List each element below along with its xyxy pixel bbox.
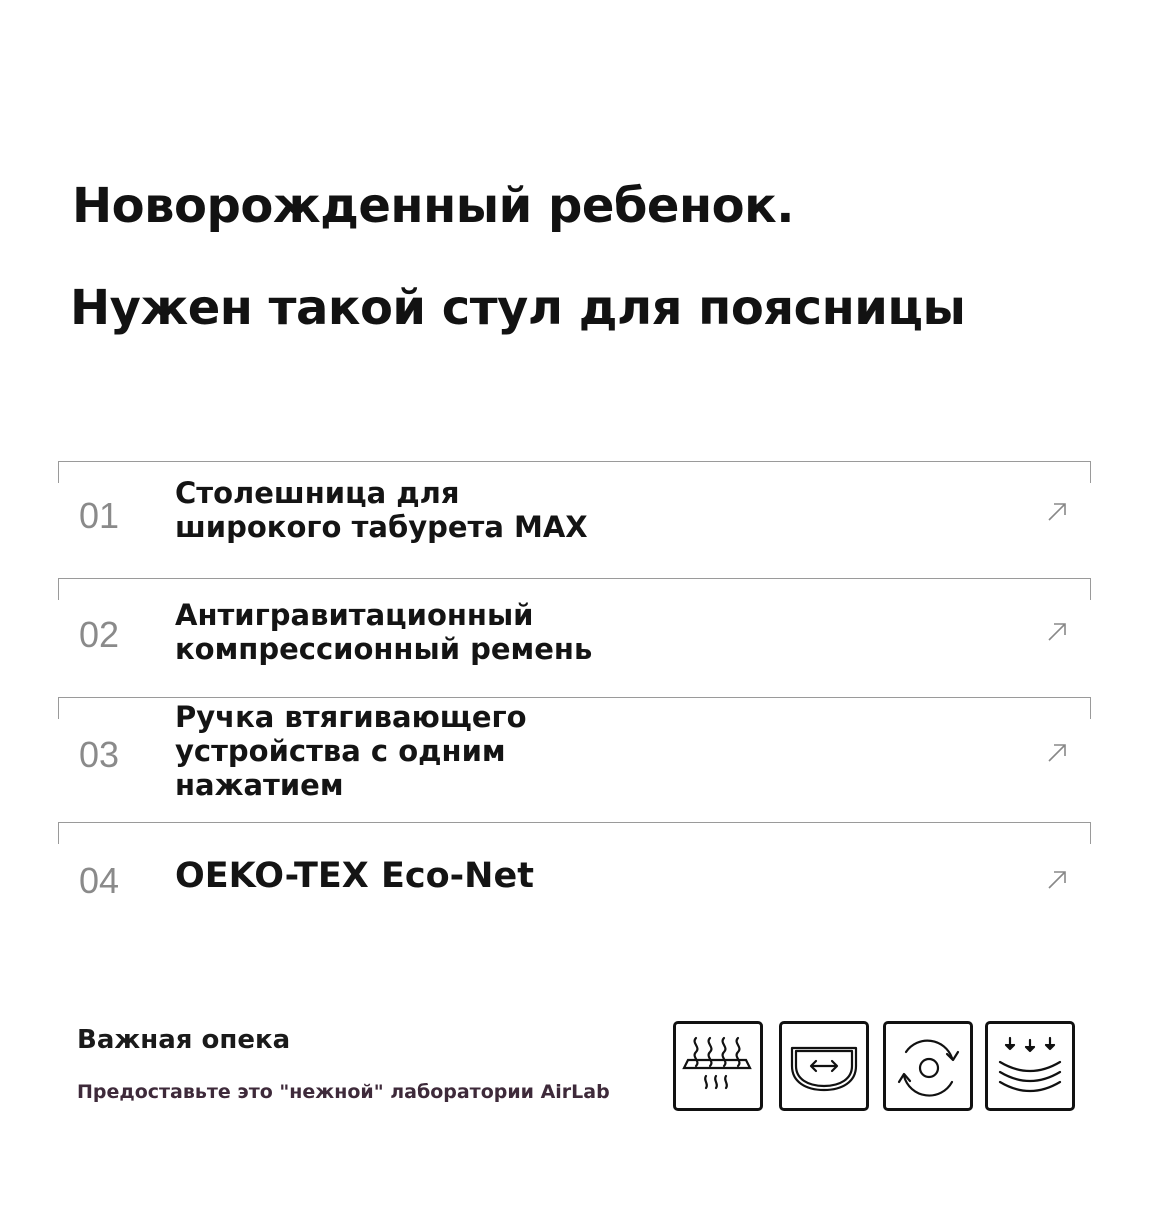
headline-line-1: Новорожденный ребенок. [72,178,794,234]
feature-title [175,476,588,544]
feature-title-line: компрессионный ремень [175,632,593,666]
divider [58,697,1091,698]
feature-item-01[interactable] [58,461,1091,577]
arrow-up-right-icon[interactable] [1046,501,1068,523]
arrow-up-right-icon[interactable] [1046,621,1068,643]
headline-line-2: Нужен такой стул для поясницы [70,280,966,336]
feature-number: 02 [79,614,120,655]
width-adjust-badge [779,1021,869,1111]
divider-tick [58,461,59,483]
feature-item-02[interactable] [58,578,1091,696]
pressure-cushion-badge [985,1021,1075,1111]
care-subtitle: Предоставьте это "нежной" лаборатории AirLab [77,1081,610,1103]
feature-title [175,856,534,896]
feature-item-03[interactable] [58,697,1091,821]
rotation-icon [886,1024,970,1108]
arrow-up-right-icon[interactable] [1046,869,1068,891]
divider-tick [58,822,59,844]
feature-title-line: Антигравитационный [175,598,534,632]
arrow-up-right-icon[interactable] [1046,742,1068,764]
divider-tick [1090,697,1091,719]
divider-tick [1090,578,1091,600]
divider-tick [58,697,59,719]
breathable-fabric-icon [676,1024,760,1108]
feature-title-line: устройства с одним [175,734,506,768]
divider [58,822,1091,823]
divider [58,578,1091,579]
divider-tick [1090,822,1091,844]
rotation-badge [883,1021,973,1111]
feature-title [175,700,527,802]
feature-number: 03 [79,734,120,775]
feature-number: 04 [79,860,120,901]
feature-title-line: OEKO-TEX Eco-Net [175,856,534,896]
divider [58,461,1091,462]
feature-item-04[interactable] [58,822,1091,932]
pressure-cushion-icon [988,1024,1072,1108]
breathable-fabric-badge [673,1021,763,1111]
feature-title-line: Столешница для [175,476,460,510]
feature-title-line: Ручка втягивающего [175,700,527,734]
width-adjust-icon [782,1024,866,1108]
care-title: Важная опека [77,1025,291,1055]
feature-number: 01 [79,495,120,536]
feature-title-line: нажатием [175,768,344,802]
feature-title-line: широкого табурета MAX [175,510,588,544]
feature-title [175,598,592,666]
divider-tick [58,578,59,600]
divider-tick [1090,461,1091,483]
